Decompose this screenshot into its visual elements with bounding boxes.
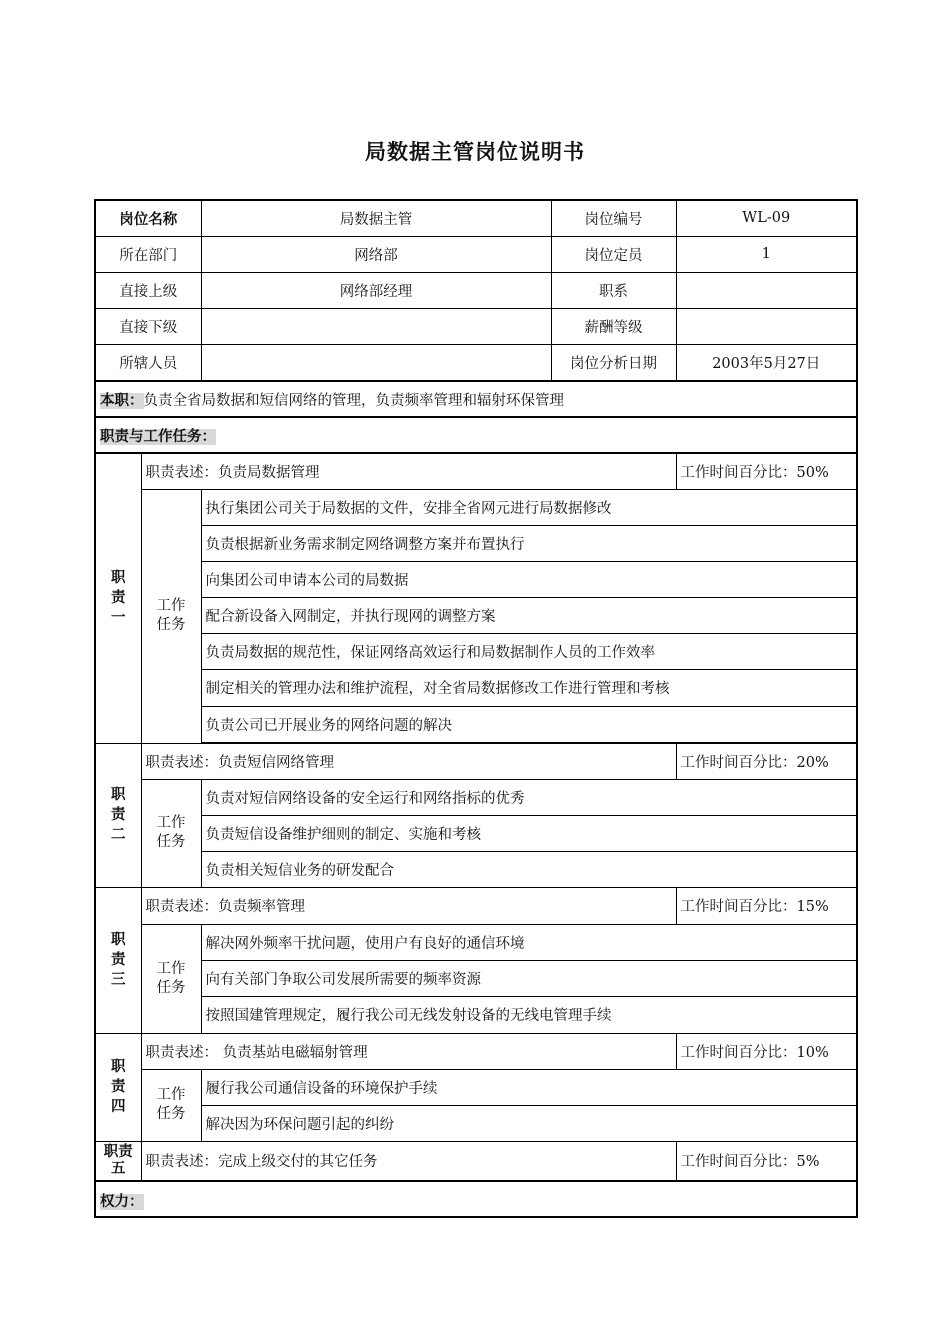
duty-2-task-3: 负责相关短信业务的研发配合	[201, 851, 857, 887]
task-row	[95, 525, 857, 561]
duty-1-task-4: 配合新设备入网制定，并执行现网的调整方案	[201, 597, 857, 633]
subordinate-value	[201, 308, 551, 344]
task-row	[95, 851, 857, 887]
staff-label: 所辖人员	[95, 344, 201, 381]
superior-value: 网络部经理	[201, 272, 551, 308]
subordinate-label: 直接下级	[95, 308, 201, 344]
duty-1-desc-row	[95, 453, 857, 489]
duty-4-task-label	[141, 1069, 201, 1141]
duties-header-row	[95, 417, 857, 453]
duty-4-task-1: 履行我公司通信设备的环境保护手续	[201, 1069, 857, 1105]
duty-4-task-2: 解决因为环保问题引起的纠纷	[201, 1105, 857, 1141]
dept-label: 所在部门	[95, 236, 201, 272]
task-row	[95, 1105, 857, 1141]
task-row	[95, 669, 857, 706]
duty-5-row	[95, 1141, 857, 1181]
series-label: 职系	[551, 272, 676, 308]
duty-4-label-text: 职责四	[111, 1059, 126, 1115]
duty-2-desc-row	[95, 743, 857, 779]
info-row-staff	[95, 344, 857, 381]
duties-header: 职责与工作任务：	[100, 428, 216, 445]
superior-label: 直接上级	[95, 272, 201, 308]
code-value: WL-09	[676, 200, 857, 236]
duty-1-task-label	[141, 489, 201, 743]
duty-3-task-label	[141, 924, 201, 1033]
task-label-text: 工作任务	[156, 598, 186, 633]
main-duty-label: 本职：	[100, 392, 144, 409]
salary-value	[676, 308, 857, 344]
info-row-name	[95, 200, 857, 236]
duty-3-pct: 工作时间百分比：15%	[676, 887, 857, 924]
duty-2-desc: 职责表述：负责短信网络管理	[141, 743, 676, 779]
duty-4-label	[95, 1033, 141, 1141]
duty-4-desc: 职责表述： 负责基站电磁辐射管理	[141, 1033, 676, 1069]
duty-1-label	[95, 453, 141, 743]
name-label: 岗位名称	[95, 200, 201, 236]
duty-3-label-text: 职责三	[111, 932, 126, 988]
main-duty-text: 负责全省局数据和短信网络的管理，负责频率管理和辐射环保管理	[143, 392, 564, 409]
dept-value: 网络部	[201, 236, 551, 272]
task-row	[95, 779, 857, 815]
date-label: 岗位分析日期	[551, 344, 676, 381]
task-row	[95, 597, 857, 633]
main-duty-row	[95, 381, 857, 417]
duty-1-task-2: 负责根据新业务需求制定网络调整方案并布置执行	[201, 525, 857, 561]
duty-2-task-2: 负责短信设备维护细则的制定、实施和考核	[201, 815, 857, 851]
duty-2-pct: 工作时间百分比：20%	[676, 743, 857, 779]
duty-1-label-text: 职责一	[111, 570, 126, 627]
job-description-table	[94, 199, 858, 1218]
duty-1-pct: 工作时间百分比：50%	[676, 453, 857, 489]
duty-2-label-text: 职责二	[111, 787, 126, 843]
task-row	[95, 815, 857, 851]
duty-5-desc: 职责表述：完成上级交付的其它任务	[141, 1141, 676, 1181]
series-value	[676, 272, 857, 308]
staff-value	[201, 344, 551, 381]
duty-3-task-1: 解决网外频率干扰问题，使用户有良好的通信环境	[201, 924, 857, 960]
quota-label: 岗位定员	[551, 236, 676, 272]
quota-value: 1	[676, 236, 857, 272]
duty-5-label	[95, 1141, 141, 1181]
duty-1-desc: 职责表述：负责局数据管理	[141, 453, 676, 489]
duty-4-pct: 工作时间百分比：10%	[676, 1033, 857, 1069]
date-value: 2003年5月27日	[676, 344, 857, 381]
duty-1-task-7: 负责公司已开展业务的网络问题的解决	[201, 706, 857, 742]
power-row	[95, 1181, 857, 1217]
duty-5-pct: 工作时间百分比：5%	[676, 1141, 857, 1181]
duty-3-label	[95, 887, 141, 1033]
task-row	[95, 924, 857, 960]
task-row	[95, 1069, 857, 1105]
name-value: 局数据主管	[201, 200, 551, 236]
task-row	[95, 489, 857, 525]
duty-3-desc: 职责表述：负责频率管理	[141, 887, 676, 924]
task-row	[95, 706, 857, 742]
duty-4-desc-row	[95, 1033, 857, 1069]
duty-2-task-1: 负责对短信网络设备的安全运行和网络指标的优秀	[201, 779, 857, 815]
duty-5-label-text: 职责五	[103, 1143, 133, 1177]
info-row-superior	[95, 272, 857, 308]
duty-1-task-3: 向集团公司申请本公司的局数据	[201, 561, 857, 597]
salary-label: 薪酬等级	[551, 308, 676, 344]
task-label-text: 工作任务	[156, 1087, 186, 1122]
info-row-subordinate	[95, 308, 857, 344]
task-row	[95, 561, 857, 597]
power-label: 权力：	[100, 1194, 144, 1210]
duty-3-task-3: 按照国建管理规定，履行我公司无线发射设备的无线电管理手续	[201, 996, 857, 1033]
duty-2-task-label	[141, 779, 201, 887]
code-label: 岗位编号	[551, 200, 676, 236]
duty-3-desc-row	[95, 887, 857, 924]
page-title: 局数据主管岗位说明书	[365, 140, 585, 164]
duty-1-task-1: 执行集团公司关于局数据的文件，安排全省网元进行局数据修改	[201, 489, 857, 525]
duty-1-task-6: 制定相关的管理办法和维护流程，对全省局数据修改工作进行管理和考核	[201, 669, 857, 706]
duty-3-task-2: 向有关部门争取公司发展所需要的频率资源	[201, 960, 857, 996]
task-row	[95, 960, 857, 996]
task-label-text: 工作任务	[156, 960, 186, 996]
task-row	[95, 996, 857, 1033]
task-row	[95, 633, 857, 669]
duty-2-label	[95, 743, 141, 887]
task-label-text: 工作任务	[156, 815, 186, 850]
duty-1-task-5: 负责局数据的规范性，保证网络高效运行和局数据制作人员的工作效率	[201, 633, 857, 669]
info-row-dept	[95, 236, 857, 272]
